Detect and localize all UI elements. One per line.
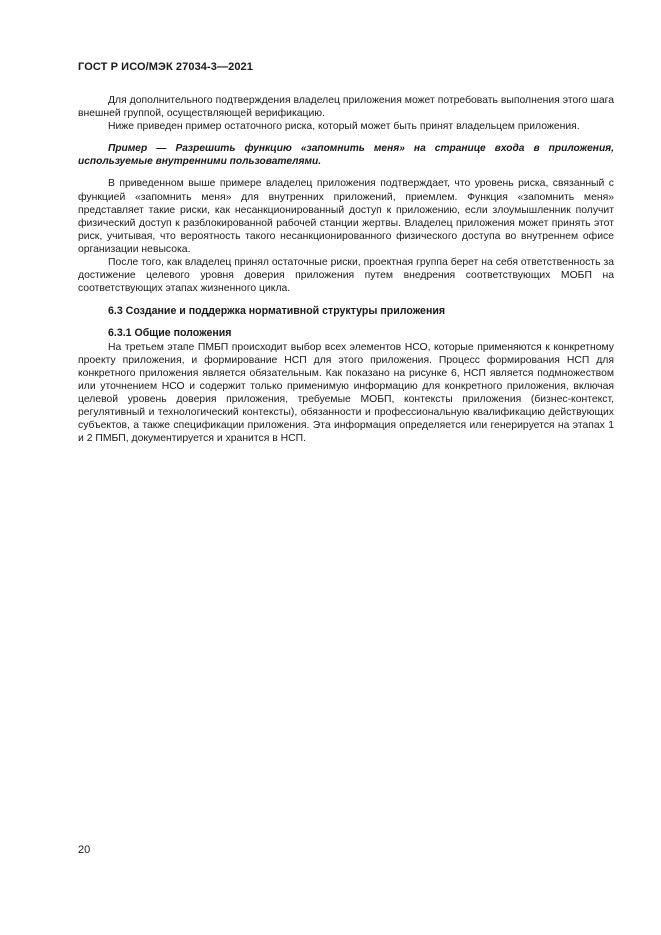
section-heading: 6.3 Создание и поддержка нормативной структуры приложения bbox=[108, 305, 446, 318]
paragraph-project-team: После того, как владелец принял остаточные риски, проектная группа берет на себя ответственность за достижение целевого уровня доверия приложения путем внедрения соответствующих МОБП на соответствующих этапах жизненного цикла. bbox=[78, 257, 614, 295]
paragraph-residual-risk-intro: Ниже приведен пример остаточного риска, который может быть принят владельцем приложения. bbox=[108, 121, 580, 133]
page-content bbox=[78, 94, 614, 445]
example-note: Пример — Разрешить функцию «запомнить меня» на странице входа в приложения, используемые внутренними пользователями. bbox=[78, 143, 614, 168]
page-number: 20 bbox=[78, 844, 91, 856]
paragraph-section-body: На третьем этапе ПМБП происходит выбор всех элементов НСО, которые применяются к конкретному проекту приложения, и формирование НСП для этого приложения. Процесс формирования НСП для конкретного приложения является обязательным. Как показано на рисунке 6, НСП является подмножеством или уточнением НСО и содержит только применимую информацию для конкретного приложения, включая целевой уровень доверия приложения, требуемые МОБП, контексты приложения (бизнес-контекст, регулятивный и технологический контексты), обязанности и профессиональную квалификацию действующих субъектов, а также спецификации приложения. Эта информация определяется или генерируется на этапах 1 и 2 ПМБП, документируется и хранится в НСП. bbox=[78, 341, 614, 445]
subsection-heading: 6.3.1 Общие положения bbox=[108, 327, 232, 340]
paragraph-example-explanation: В приведенном выше примере владелец приложения подтверждает, что уровень риска, связанный с функцией «запомнить меня» для внутренних приложений, приемлем. Функция «запомнить меня» представляет такие риски, как несанкционированный доступ к приложению, если злоумышленник получит физический доступ к разблокированной рабочей станции жертвы. Владелец приложения может принять этот риск, учитывая, что вероятность такого несанкционированного физического доступа во внутреннем офисе организации невысока. bbox=[78, 178, 614, 255]
paragraph-verification: Для дополнительного подтверждения владелец приложения может потребовать выполнения этого шага внешней группой, осуществляющей верификацию. bbox=[78, 95, 614, 120]
standard-header: ГОСТ Р ИСО/МЭК 27034-3—2021 bbox=[78, 61, 253, 73]
